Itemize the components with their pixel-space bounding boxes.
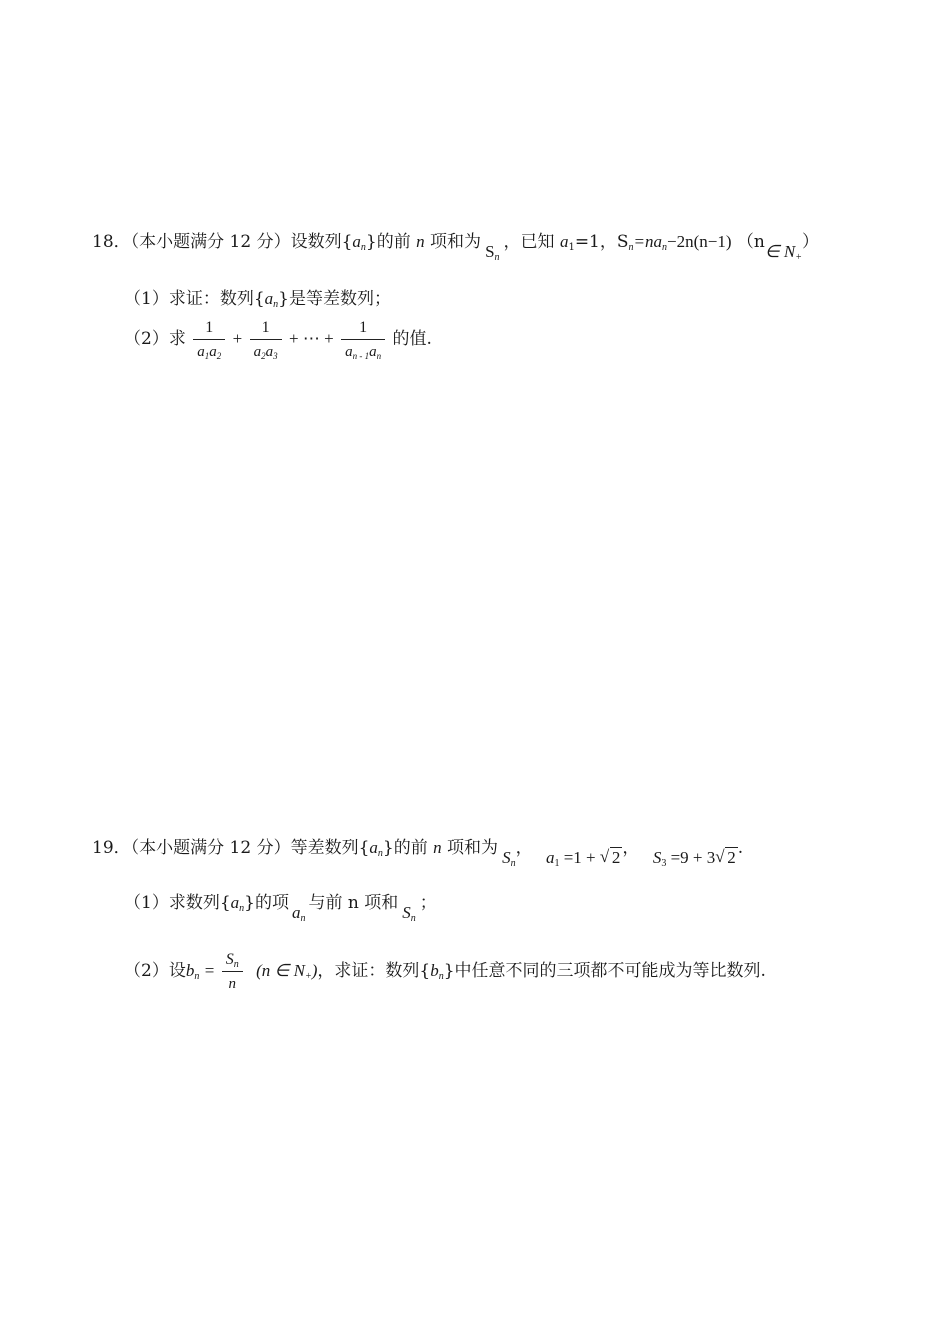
q19-part2: （2）设$b_n$ = $\frac{S_n}{n}$ (n ∈ $N_+$)，求证：数列$\{b_n\}$中任意不同的三项都不可能成为等比数列. (124, 951, 766, 992)
q18-intro: 设数列 (290, 232, 342, 252)
q18-part1: （1）求证：数列$\{a_n\}$是等差数列； (124, 289, 391, 310)
q19-stem: 19．（本小题满分 12 分）等差数列$\{a_n\}$的前 n 项和为 $S_n$， $a_1 =1$ + √ 2 ， $S_3 =9 + 3√$ 2 . (92, 836, 743, 860)
q19-points: （本小题满分 12 分） (130, 838, 291, 858)
q18-stem: 18．（本小题满分 12 分）设数列$\{a_n\}$的前 n 项和为 $S_n$，已知 $a_1=1$，$S_n=na_n-2n(n-1)$ （n∈ $N_+$） (92, 232, 820, 263)
q19-part1: （1）求数列$\{a_n\}$的项 $a_n$与前 n 项和 $S_n$； (124, 893, 437, 924)
q19-number: 19． (92, 838, 131, 858)
q19-fraction: $\frac{S_n}{n}$ (222, 949, 243, 994)
q18-fraction-2: $\frac{1}{a_2a_3}$ (250, 317, 282, 362)
q18-points: （本小题满分 12 分） (130, 232, 291, 252)
q18-number: 18． (92, 232, 131, 252)
q18-part2: （2）求 $\frac{1}{a_1a_2}$ + $\frac{1}{a_2a_3}$ + ⋯ + $\frac{1}{a_{n - 1}a_n}$ 的值. (124, 319, 432, 361)
q18-fraction-3: $\frac{1}{a_{n - 1}a_n}$ (341, 317, 385, 362)
q18-fraction-1: $\frac{1}{a_1a_2}$ (193, 317, 225, 362)
